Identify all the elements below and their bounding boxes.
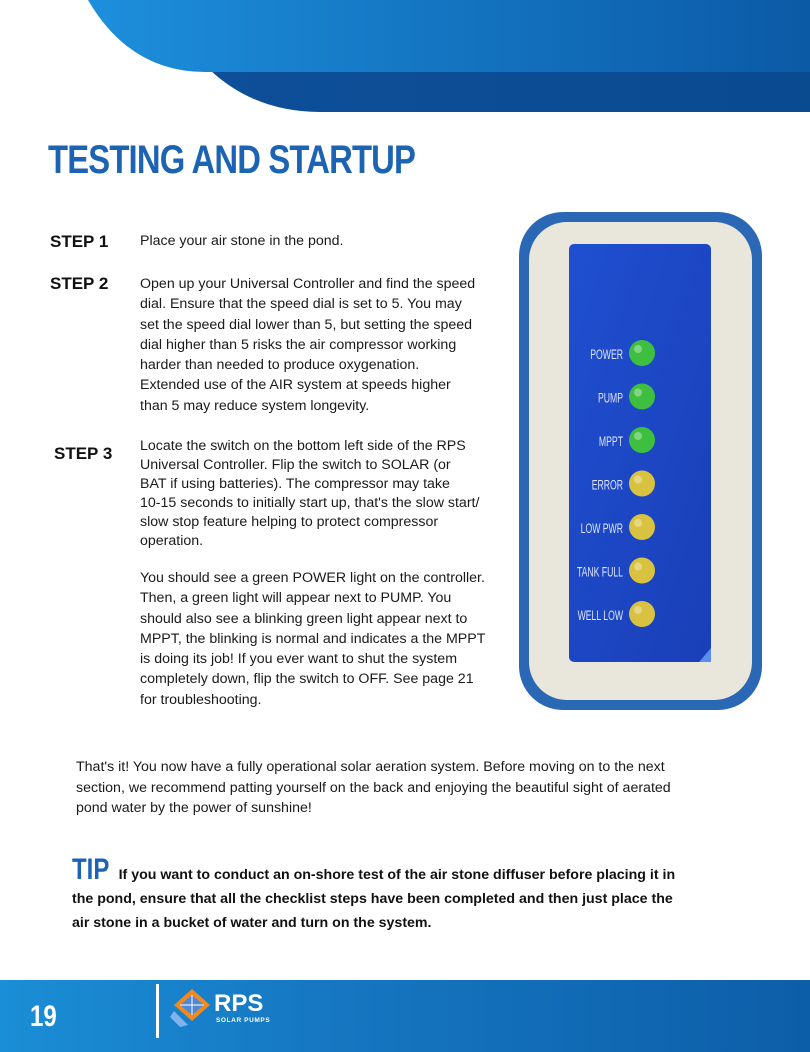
logo-name: RPS <box>214 990 264 1017</box>
summary-paragraph: That's it! You now have a fully operational solar aeration system. Before moving on to the next section, we recommend patting yourself on the back and enjoying the beautiful sight of aerated pond water by the power of sunshine! <box>76 759 671 816</box>
led-highlight <box>634 345 642 353</box>
led-highlight <box>634 476 642 484</box>
step-3-text: Locate the switch on the bottom left side of the RPS Universal Controller. Flip the switch to SOLAR (or BAT if using batteries). The compressor may take 10-15 seconds to initially start up, that's the slow start/ slow stop feature helping to protect compressor operation. <box>140 438 480 549</box>
logo-subtitle: SOLAR PUMPS <box>216 1017 271 1024</box>
footer-bar <box>0 980 810 1052</box>
step-2-text: Open up your Universal Controller and find the speed dial. Ensure that the speed dial is set to 5. You may set the speed dial lower than 5, but setting the speed dial higher than 5 risks the air compressor working harder than needed to produce oxygenation. Extended use of the AIR system at speeds higher than 5 may reduce system longevity. <box>140 276 476 414</box>
step-2-label: STEP 2 <box>50 274 109 293</box>
panel-label-error: ERROR <box>591 477 623 494</box>
led-mppt <box>629 427 655 453</box>
led-highlight <box>634 432 642 440</box>
led-low-pwr <box>629 514 655 540</box>
panel-label-power: POWER <box>590 346 623 363</box>
tip-callout: TIP If you want to conduct an on-shore test of the air stone diffuser before placing it in the pond, ensure that all the checklist steps have been completed and then just place the air stone in a bucket of water and turn on the system. <box>72 853 676 931</box>
step-3-followup-text: You should see a green POWER light on the controller. Then, a green light will appear next to PUMP. You should also see a blinking green light appear next to MPPT, the blinking is normal and indicates a the MPPT is doing its job! If you ever want to shut the system completely down, flip the switch to OFF. See page 21 for troubleshooting. <box>140 570 486 708</box>
led-highlight <box>634 519 642 527</box>
panel-face <box>569 244 711 662</box>
step-3-label: STEP 3 <box>54 444 113 463</box>
led-highlight <box>634 389 642 397</box>
led-tank-full <box>629 558 655 584</box>
tip-label: TIP <box>72 853 110 886</box>
panel-label-tank-full: TANK FULL <box>576 564 623 581</box>
led-error <box>629 471 655 497</box>
panel-label-low-pwr: LOW PWR <box>580 520 623 537</box>
page-title: TESTING AND STARTUP <box>48 138 416 182</box>
led-power <box>629 340 655 366</box>
led-highlight <box>634 606 642 614</box>
panel-label-well-low: WELL LOW <box>577 607 623 624</box>
controller-panel-photo <box>519 212 762 710</box>
page-number: 19 <box>30 1000 57 1033</box>
footer-divider <box>156 984 159 1038</box>
led-pump <box>629 384 655 410</box>
led-highlight <box>634 563 642 571</box>
step-1-label: STEP 1 <box>50 232 109 251</box>
led-well-low <box>629 601 655 627</box>
panel-label-pump: PUMP <box>597 390 623 407</box>
panel-label-mppt: MPPT <box>598 433 623 450</box>
step-1-text: Place your air stone in the pond. <box>140 233 344 249</box>
header-banner <box>0 0 810 112</box>
